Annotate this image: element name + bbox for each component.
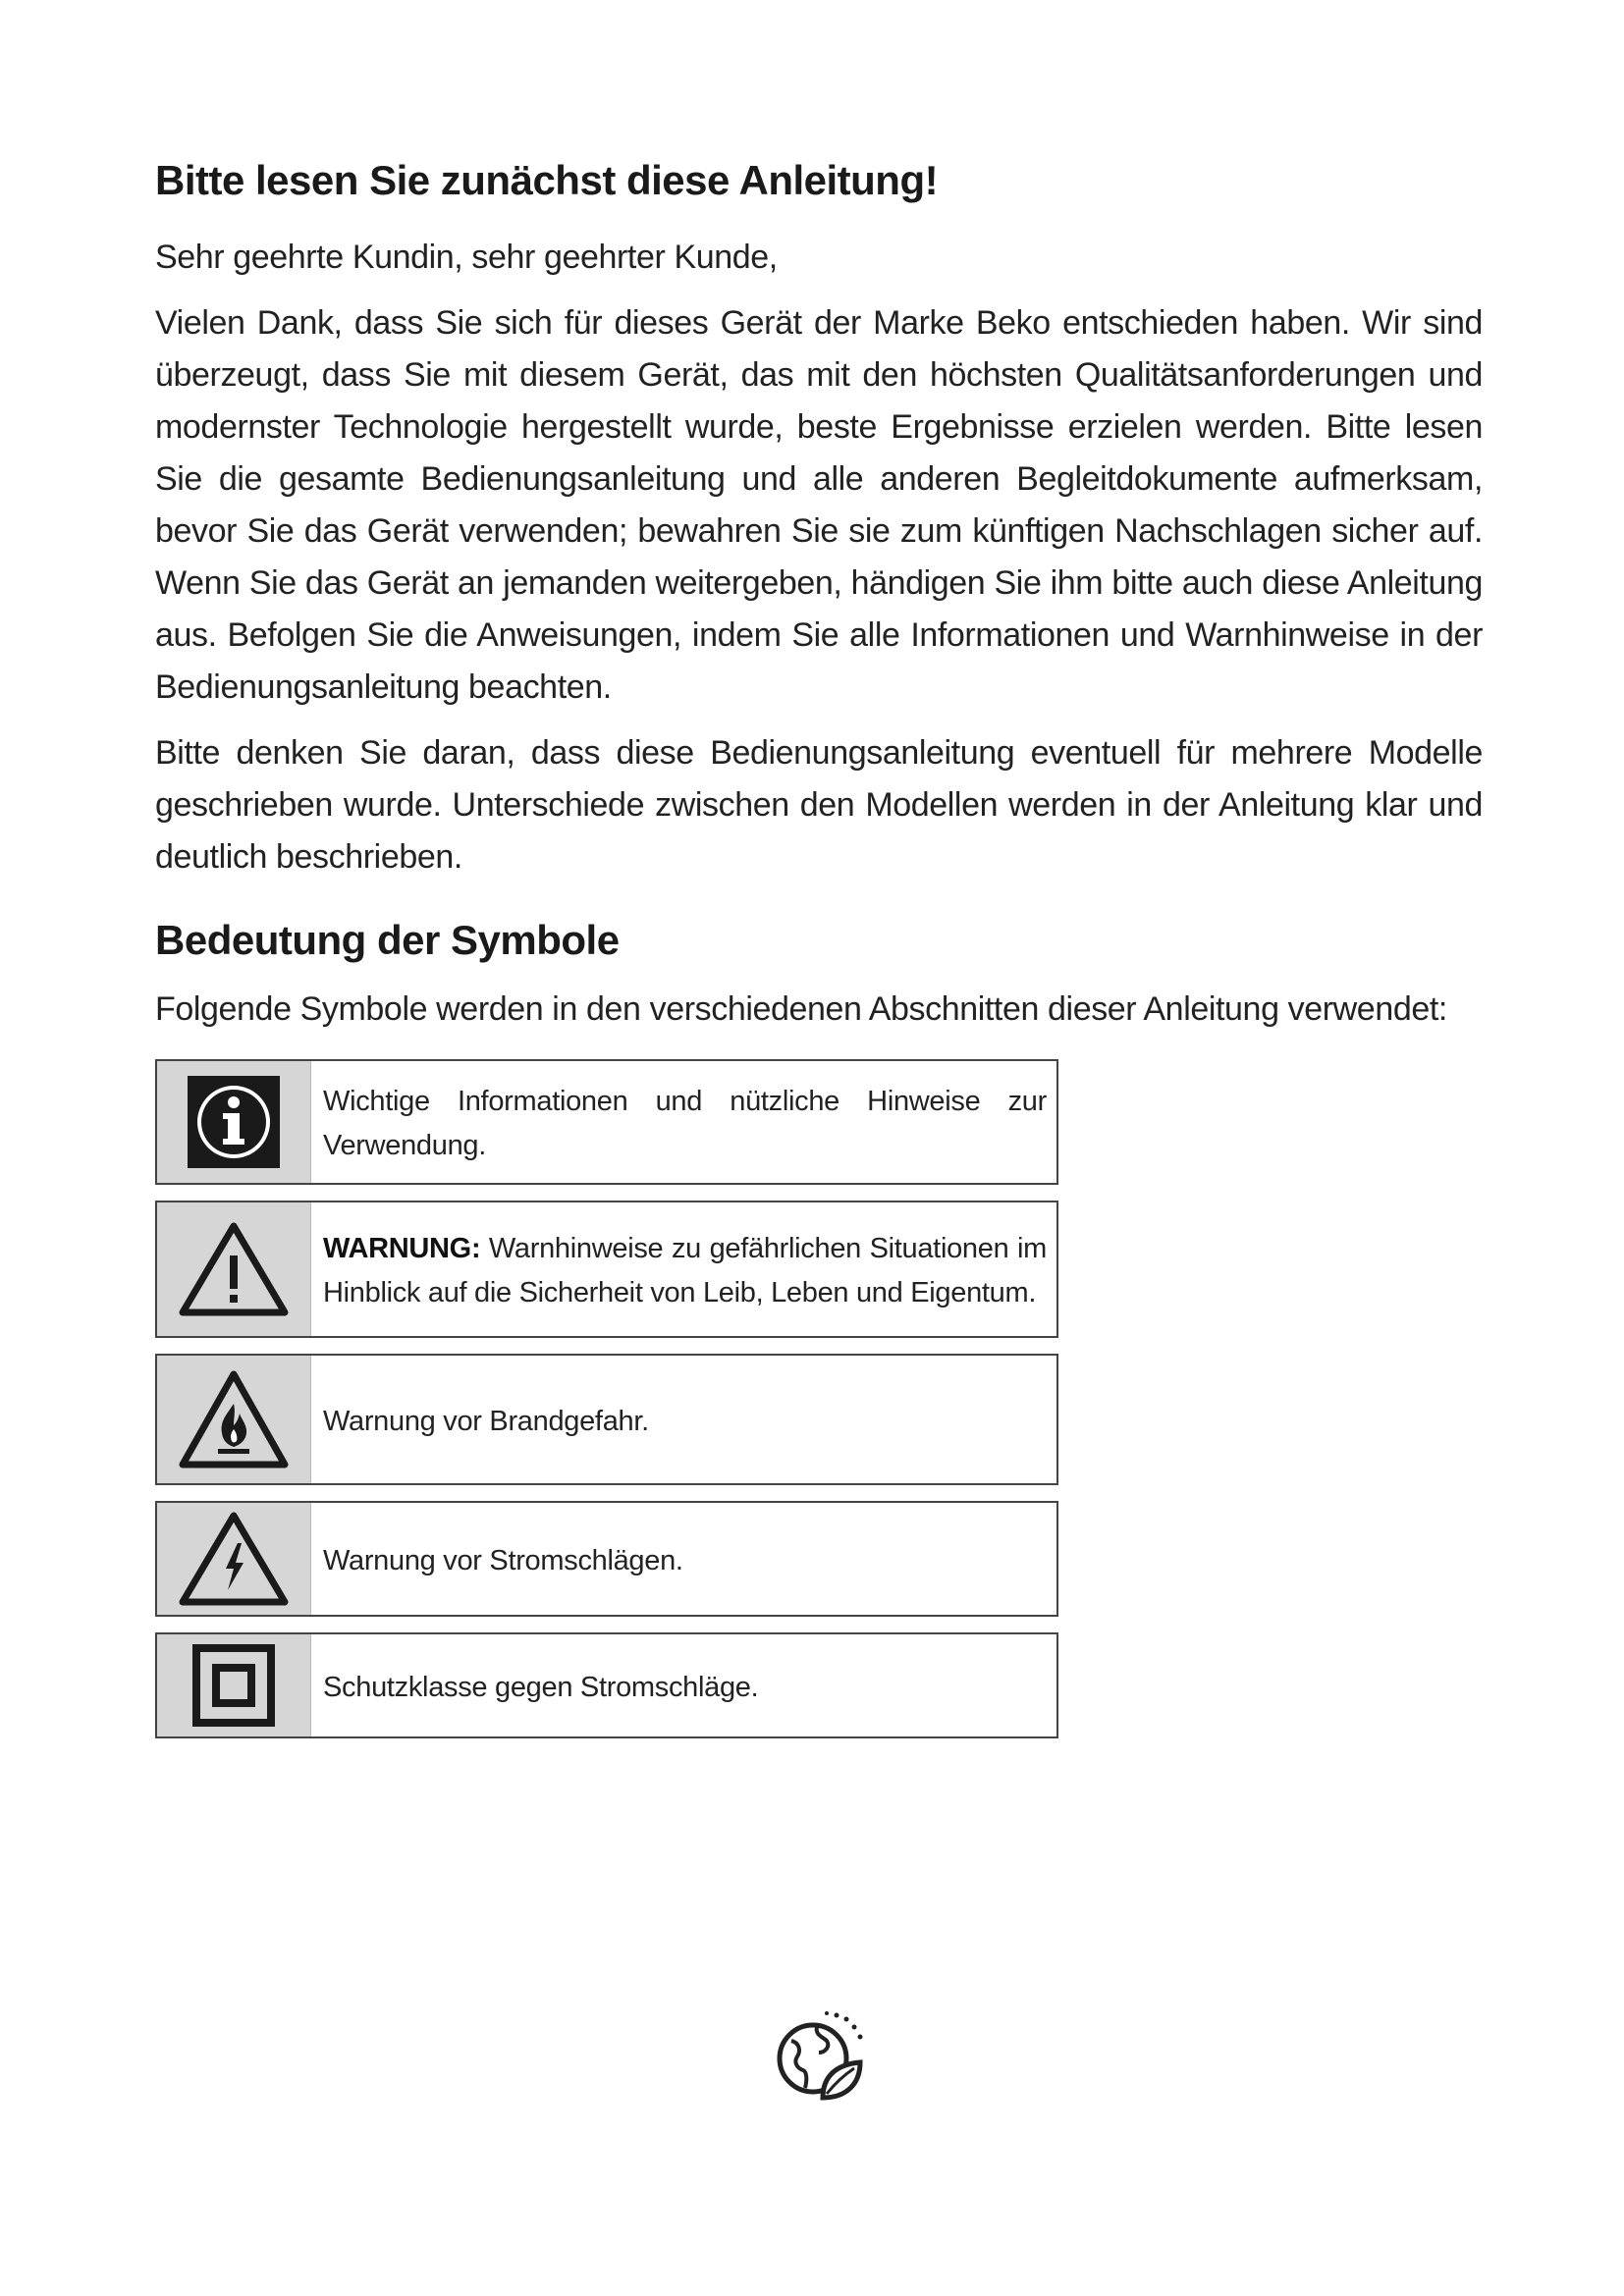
symbol-description: Schutzklasse gegen Stromschläge. [323,1671,759,1703]
page-title: Bitte lesen Sie zunächst diese Anleitung! [155,157,939,203]
info-icon [157,1061,311,1183]
symbol-row-electric [155,1501,1058,1617]
electric-shock-icon [157,1503,311,1615]
symbols-heading: Bedeutung der Symbole [155,917,620,963]
intro-paragraph: Vielen Dank, dass Sie sich für dieses Gerät der Marke Beko entschieden haben. Wir sind überzeugt, dass Sie mit diesem Gerät, das mit den höchsten Qualitätsanforderungen und modernster Technologie hergestellt wurde, beste Ergebnisse erzielen werden. Bitte lesen Sie die gesamte Bedienungsanleitung und alle anderen Begleitdokumente aufmerksam, bevor Sie das Gerät verwenden; bewahren Sie sie zum künftigen Nachschlagen sicher auf. Wenn Sie das Gerät an jemanden weitergeben, händigen Sie ihm bitte auch diese Anleitung aus. Befolgen Sie die Anweisungen, indem Sie alle Informationen und Warnhinweise in der Bedienungsanleitung beachten. [155,304,1483,706]
eco-globe-leaf-icon [768,2007,870,2109]
fire-hazard-icon [157,1356,311,1483]
symbol-description: Wichtige Informationen und nützliche Hinweise zur Verwendung. [323,1086,1047,1161]
models-paragraph: Bitte denken Sie daran, dass diese Bedienungsanleitung eventuell für mehrere Modelle geschrieben wurde. Unterschiede zwischen den Modellen werden in der Anleitung klar und deutlich beschrieben. [155,734,1483,876]
protection-class-icon [157,1634,311,1736]
warning-label: WARNUNG: [323,1233,481,1264]
greeting: Sehr geehrte Kundin, sehr geehrter Kunde, [155,239,778,276]
symbol-description: Warnung vor Stromschlägen. [323,1544,683,1576]
symbol-description: Warnhinweise zu gefährlichen Situationen im Hinblick auf die Sicherheit von Leib, Leben und Eigentum. [323,1233,1047,1308]
manual-page [155,157,1483,1754]
symbols-table [155,1059,1058,1738]
warning-icon [157,1202,311,1336]
symbols-intro: Folgende Symbole werden in den verschiedenen Abschnitten dieser Anleitung verwendet: [155,990,1447,1028]
symbol-row-info [155,1059,1058,1185]
symbol-row-protection [155,1632,1058,1738]
symbol-row-fire [155,1354,1058,1485]
symbol-description: Warnung vor Brandgefahr. [323,1405,649,1437]
symbol-row-warning [155,1201,1058,1338]
